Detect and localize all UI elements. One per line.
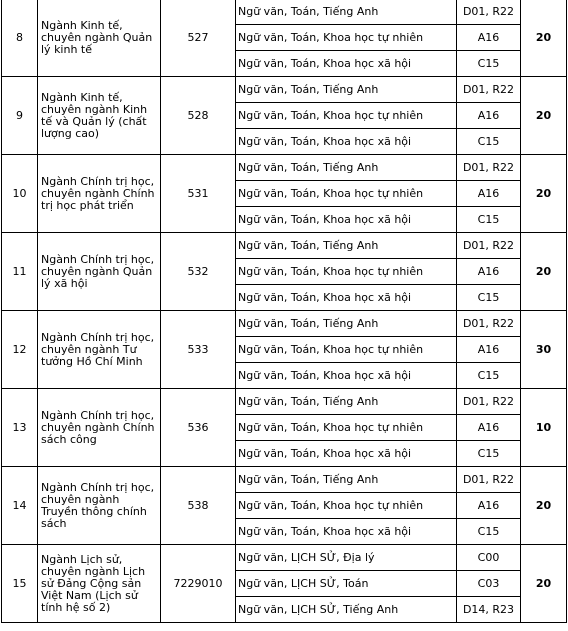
row-number: 9: [2, 77, 38, 155]
combination-code: D01, R22: [457, 0, 521, 25]
table-row: [2, 467, 567, 493]
table-row: [2, 0, 567, 25]
subject-combination: Ngữ văn, Toán, Tiếng Anh: [236, 311, 457, 337]
subject-combination: Ngữ văn, LỊCH SỬ, Tiếng Anh: [236, 597, 457, 623]
major-name: Ngành Kinh tế, chuyên ngành Quản lý kinh tế: [38, 0, 161, 77]
major-name: Ngành Chính trị học, chuyên ngành Chính sách công: [38, 389, 161, 467]
subject-combination: Ngữ văn, Toán, Khoa học xã hội: [236, 129, 457, 155]
subject-combination: Ngữ văn, Toán, Khoa học xã hội: [236, 285, 457, 311]
combination-code: C00: [457, 545, 521, 571]
subject-combination: Ngữ văn, Toán, Khoa học tự nhiên: [236, 415, 457, 441]
subject-combination: Ngữ văn, Toán, Tiếng Anh: [236, 155, 457, 181]
combination-code: C03: [457, 571, 521, 597]
subject-combination: Ngữ văn, Toán, Tiếng Anh: [236, 233, 457, 259]
table-row: [2, 233, 567, 259]
combination-code: A16: [457, 103, 521, 129]
subject-combination: Ngữ văn, Toán, Khoa học xã hội: [236, 51, 457, 77]
quota: 20: [521, 0, 567, 77]
major-code: 536: [161, 389, 236, 467]
table-row: [2, 545, 567, 571]
quota: 20: [521, 467, 567, 545]
subject-combination: Ngữ văn, Toán, Khoa học xã hội: [236, 441, 457, 467]
subject-combination: Ngữ văn, Toán, Khoa học tự nhiên: [236, 103, 457, 129]
combination-code: D01, R22: [457, 389, 521, 415]
combination-code: D01, R22: [457, 155, 521, 181]
row-number: 8: [2, 0, 38, 77]
combination-code: A16: [457, 25, 521, 51]
quota: 10: [521, 389, 567, 467]
table-body: [2, 0, 567, 623]
major-code: 531: [161, 155, 236, 233]
major-code: 533: [161, 311, 236, 389]
table-row: [2, 155, 567, 181]
combination-code: C15: [457, 285, 521, 311]
major-code: 538: [161, 467, 236, 545]
major-name: Ngành Chính trị học, chuyên ngành Chính trị học phát triển: [38, 155, 161, 233]
row-number: 15: [2, 545, 38, 623]
combination-code: C15: [457, 129, 521, 155]
combination-code: D01, R22: [457, 233, 521, 259]
row-number: 12: [2, 311, 38, 389]
subject-combination: Ngữ văn, Toán, Khoa học tự nhiên: [236, 259, 457, 285]
combination-code: C15: [457, 519, 521, 545]
row-number: 10: [2, 155, 38, 233]
admission-table: [1, 0, 567, 623]
combination-code: D14, R23: [457, 597, 521, 623]
subject-combination: Ngữ văn, LỊCH SỬ, Toán: [236, 571, 457, 597]
subject-combination: Ngữ văn, Toán, Khoa học xã hội: [236, 519, 457, 545]
combination-code: C15: [457, 51, 521, 77]
subject-combination: Ngữ văn, LỊCH SỬ, Địa lý: [236, 545, 457, 571]
quota: 20: [521, 545, 567, 623]
major-code: 7229010: [161, 545, 236, 623]
combination-code: A16: [457, 415, 521, 441]
combination-code: C15: [457, 441, 521, 467]
combination-code: A16: [457, 181, 521, 207]
quota: 20: [521, 155, 567, 233]
table-row: [2, 311, 567, 337]
subject-combination: Ngữ văn, Toán, Khoa học tự nhiên: [236, 337, 457, 363]
table-row: [2, 77, 567, 103]
subject-combination: Ngữ văn, Toán, Tiếng Anh: [236, 389, 457, 415]
major-code: 528: [161, 77, 236, 155]
row-number: 11: [2, 233, 38, 311]
subject-combination: Ngữ văn, Toán, Khoa học xã hội: [236, 207, 457, 233]
major-name: Ngành Kinh tế, chuyên ngành Kinh tế và Quản lý (chất lượng cao): [38, 77, 161, 155]
major-code: 527: [161, 0, 236, 77]
subject-combination: Ngữ văn, Toán, Khoa học tự nhiên: [236, 493, 457, 519]
quota: 30: [521, 311, 567, 389]
quota: 20: [521, 77, 567, 155]
row-number: 13: [2, 389, 38, 467]
combination-code: A16: [457, 493, 521, 519]
subject-combination: Ngữ văn, Toán, Tiếng Anh: [236, 467, 457, 493]
combination-code: D01, R22: [457, 311, 521, 337]
row-number: 14: [2, 467, 38, 545]
combination-code: C15: [457, 363, 521, 389]
subject-combination: Ngữ văn, Toán, Tiếng Anh: [236, 0, 457, 25]
combination-code: A16: [457, 337, 521, 363]
quota: 20: [521, 233, 567, 311]
major-name: Ngành Chính trị học, chuyên ngành Truyền thông chính sách: [38, 467, 161, 545]
combination-code: D01, R22: [457, 467, 521, 493]
subject-combination: Ngữ văn, Toán, Khoa học tự nhiên: [236, 181, 457, 207]
major-name: Ngành Chính trị học, chuyên ngành Tư tưởng Hồ Chí Minh: [38, 311, 161, 389]
table-row: [2, 389, 567, 415]
major-code: 532: [161, 233, 236, 311]
combination-code: D01, R22: [457, 77, 521, 103]
subject-combination: Ngữ văn, Toán, Tiếng Anh: [236, 77, 457, 103]
major-name: Ngành Chính trị học, chuyên ngành Quản lý xã hội: [38, 233, 161, 311]
subject-combination: Ngữ văn, Toán, Khoa học tự nhiên: [236, 25, 457, 51]
subject-combination: Ngữ văn, Toán, Khoa học xã hội: [236, 363, 457, 389]
combination-code: C15: [457, 207, 521, 233]
combination-code: A16: [457, 259, 521, 285]
major-name: Ngành Lịch sử, chuyên ngành Lịch sử Đảng Cộng sản Việt Nam (Lịch sử tính hệ số 2): [38, 545, 161, 623]
